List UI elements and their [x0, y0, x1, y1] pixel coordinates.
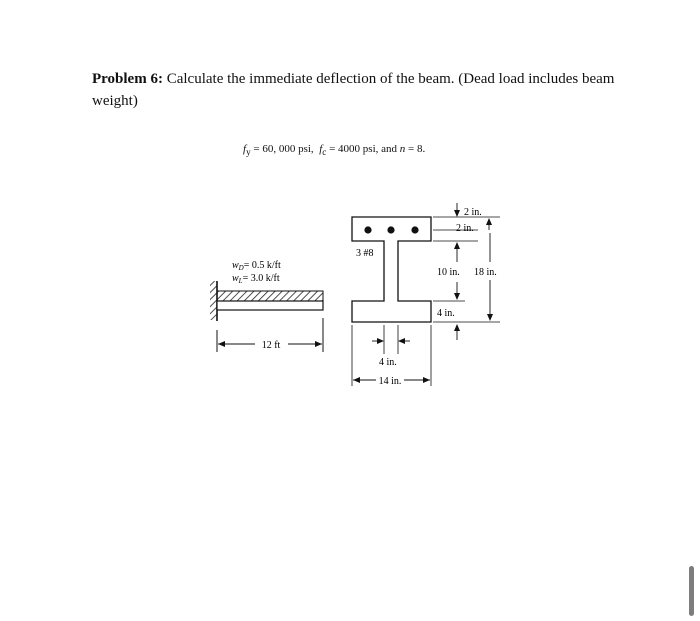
dim-2in-b-arrowhead — [486, 218, 492, 225]
span-arrow-left — [218, 341, 225, 347]
rebar-2 — [387, 226, 394, 233]
dim-4in-bottom-label: 4 in. — [379, 357, 397, 368]
dim-10in-arrow-top — [454, 242, 460, 249]
width-arrow-left — [353, 377, 360, 383]
fc-subscript: c — [322, 147, 327, 158]
web-dim-right-arrow — [398, 338, 405, 344]
fy-symbol: f — [243, 143, 247, 155]
width-arrow-right — [423, 377, 430, 383]
fy-value: = 60, 000 psi, — [253, 143, 314, 155]
beam-body — [217, 301, 323, 310]
dim-14in-label: 14 in. — [378, 376, 402, 387]
span-arrow-right — [315, 341, 322, 347]
n-symbol: n — [399, 143, 406, 155]
dim-2in-a-arrowhead — [454, 210, 460, 217]
dim-4in-right-arrow — [454, 324, 460, 331]
problem-text: Calculate the immediate deflection of the beam. (Dead load includes beam weight) — [92, 71, 615, 109]
i-section — [352, 203, 500, 387]
problem-label: Problem 6: — [92, 71, 163, 87]
rebar-3 — [411, 226, 418, 233]
fixed-support-hatch — [210, 281, 217, 320]
fy-subscript: y — [246, 147, 251, 158]
dead-load-label: $w_D= 0.5$ k/ft — [232, 260, 281, 272]
n-value: = 8. — [408, 143, 426, 155]
live-load-label: $w_L= 3.0$ k/ft — [232, 273, 280, 285]
dim-18in-label: 18 in. — [474, 267, 497, 278]
fc-value: = 4000 psi, and — [329, 143, 398, 155]
cantilever-beam — [210, 260, 323, 352]
dim-18in-arrow-bottom — [487, 314, 493, 321]
dim-2in-b-label: 2 in. — [456, 223, 474, 234]
span-label: 12 ft — [261, 340, 281, 351]
dim-2in-a-label: 2 in. — [464, 207, 482, 218]
dim-4in-right-label: 4 in. — [437, 308, 455, 319]
rebar-1 — [364, 226, 371, 233]
vertical-scrollbar[interactable] — [689, 566, 694, 616]
web-dim-left-arrow — [377, 338, 384, 344]
rebar-label: 3 #8 — [356, 248, 374, 259]
dim-10in-arrow-bottom — [454, 293, 460, 300]
fc-symbol: f — [319, 143, 323, 155]
dim-10in-label: 10 in. — [437, 267, 460, 278]
distributed-load — [217, 291, 323, 301]
